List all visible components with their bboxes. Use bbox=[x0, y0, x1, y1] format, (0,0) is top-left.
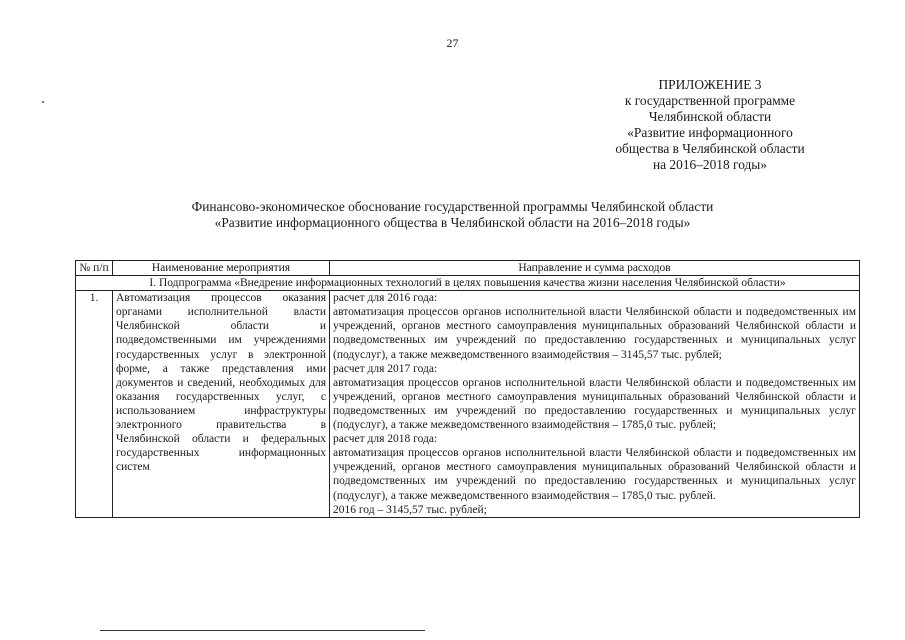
scan-dot bbox=[42, 101, 44, 103]
title-line: «Развитие информационного общества в Челябинской области на 2016–2018 годы» bbox=[214, 215, 691, 230]
row-num: 1. bbox=[76, 291, 113, 518]
direction-line: расчет для 2017 года: bbox=[333, 362, 438, 375]
direction-line: расчет для 2018 года: bbox=[333, 433, 438, 446]
event-name: Автоматизация процессов оказания органами исполнительной власти Челябинской области и подведомственными им учреждениями государственных услуг в электронной форме, а также представления ими документов и сведений, необходимых для оказания государственных услуг, с использованием инфраструктуры электронного правительства в Челябинской области и федеральных государственных информационных систем bbox=[113, 291, 330, 518]
table-header-row bbox=[76, 261, 860, 276]
table-row bbox=[76, 291, 860, 518]
appendix-line: общества в Челябинской области bbox=[615, 141, 805, 156]
expense-direction bbox=[330, 291, 860, 518]
direction-line: автоматизация процессов органов исполнительной власти Челябинской области и подведомственных им учреждений, органов местного самоуправления муниципальных образований Челябинской области и подведомственных им учреждений по предоставлению государственных и муниципальных услуг (подуслуг), а также межведомственного взаимодействия – 3145,57 тыс. рублей; bbox=[333, 306, 856, 361]
header-direction: Направление и сумма расходов bbox=[330, 261, 860, 276]
direction-line: расчет для 2016 года: bbox=[333, 292, 438, 305]
appendix-line: на 2016–2018 годы» bbox=[652, 157, 768, 172]
direction-line: автоматизация процессов органов исполнительной власти Челябинской области и подведомственных им учреждений, органов местного самоуправления муниципальных образований Челябинской области и подведомственных им учреждений по предоставлению государственных и муниципальных услуг (подуслуг), а также межведомственного взаимодействия – 1785,0 тыс. рублей. bbox=[333, 447, 856, 502]
appendix-line: «Развитие информационного bbox=[627, 125, 793, 140]
appendix-line: ПРИЛОЖЕНИЕ 3 bbox=[658, 77, 762, 92]
appendix-line: к государственной программе bbox=[624, 93, 796, 108]
header-name: Наименование мероприятия bbox=[113, 261, 330, 276]
title-line: Финансово-экономическое обоснование государственной программы Челябинской области bbox=[191, 199, 714, 214]
page-number: 27 bbox=[446, 36, 459, 50]
header-num: № п/п bbox=[76, 261, 113, 276]
footer-divider bbox=[100, 630, 425, 631]
subprogram-title: I. Подпрограмма «Внедрение информационных технологий в целях повышения качества жизни населения Челябинской области» bbox=[76, 276, 860, 291]
appendix-header bbox=[560, 77, 860, 173]
document-title bbox=[100, 199, 805, 231]
appendix-line: Челябинской области bbox=[648, 109, 772, 124]
direction-line: автоматизация процессов органов исполнительной власти Челябинской области и подведомственных им учреждений, органов местного самоуправления муниципальных образований Челябинской области и подведомственных им учреждений по предоставлению государственных и муниципальных услуг (подуслуг), а также межведомственного взаимодействия – 1785,0 тыс. рублей; bbox=[333, 376, 856, 432]
budget-table bbox=[75, 260, 860, 518]
subprogram-row bbox=[76, 276, 860, 291]
direction-line: 2016 год – 3145,57 тыс. рублей; bbox=[333, 503, 487, 516]
